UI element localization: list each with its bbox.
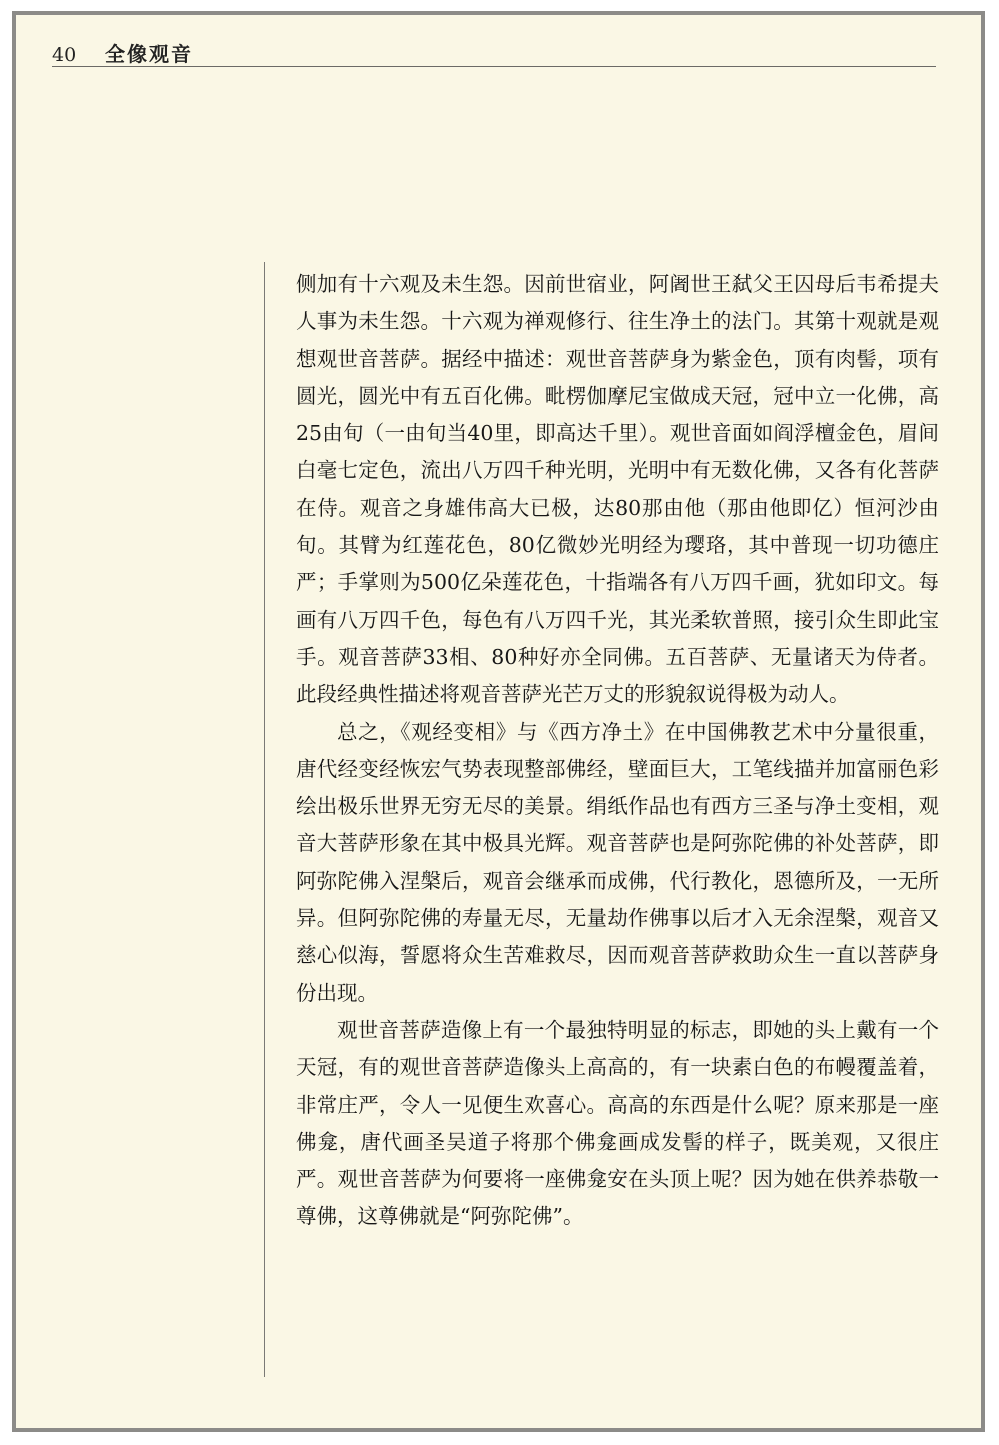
header-rule [52,66,936,67]
body-text [296,266,939,1236]
paragraph-2: 总之，《观经变相》与《西方净土》在中国佛教艺术中分量很重，唐代经变经恢宏气势表现整部佛经，壁面巨大，工笔线描并加富丽色彩绘出极乐世界无穷无尽的美景。绢纸作品也有西方三圣与净土变相，观音大菩萨形象在其中极具光辉。观音菩萨也是阿弥陀佛的补处菩萨，即阿弥陀佛入涅槃后，观音会继承而成佛，代行教化，恩德所及，一无所异。但阿弥陀佛的寿量无尽，无量劫作佛事以后才入无余涅槃，观音又慈心似海，誓愿将众生苦难救尽，因而观音菩萨救助众生一直以菩萨身份出现。 [296,719,939,1005]
margin-rule [264,262,265,1377]
running-title: 全像观音 [105,42,193,66]
page-number: 40 [52,44,77,66]
paragraph-1: 侧加有十六观及未生怨。因前世宿业，阿阇世王弑父王囚母后韦希提夫人事为未生怨。十六观为禅观修行、往生净土的法门。其第十观就是观想观世音菩萨。据经中描述：观世音菩萨身为紫金色，顶有肉髻，项有圆光，圆光中有五百化佛。毗楞伽摩尼宝做成天冠，冠中立一化佛，高25由旬（一由旬当40里，即高达千里）。观世音面如阎浮檀金色，眉间白毫七定色，流出八万四千种光明，光明中有无数化佛，又各有化菩萨在侍。观音之身雄伟高大已极，达80那由他（那由他即亿）恒河沙由旬。其臂为红莲花色，80亿微妙光明经为璎珞，其中普现一切功德庄严；手掌则为500亿朵莲花色，十指端各有八万四千画，犹如印文。每画有八万四千色，每色有八万四千光，其光柔软普照，接引众生即此宝手。观音菩萨33相、80种好亦全同佛。五百菩萨、无量诸天为侍者。此段经典性描述将观音菩萨光芒万丈的形貌叙说得极为动人。 [296,272,939,707]
page-frame [12,11,985,1432]
paragraph-3: 观世音菩萨造像上有一个最独特明显的标志，即她的头上戴有一个天冠，有的观世音菩萨造像头上高高的，有一块素白色的布幔覆盖着，非常庄严，令人一见便生欢喜心。高高的东西是什么呢？原来那是一座佛龛，唐代画圣吴道子将那个佛龛画成发髻的样子，既美观，又很庄严。观世音菩萨为何要将一座佛龛安在头顶上呢？因为她在供养恭敬一尊佛，这尊佛就是“阿弥陀佛”。 [296,1017,939,1229]
